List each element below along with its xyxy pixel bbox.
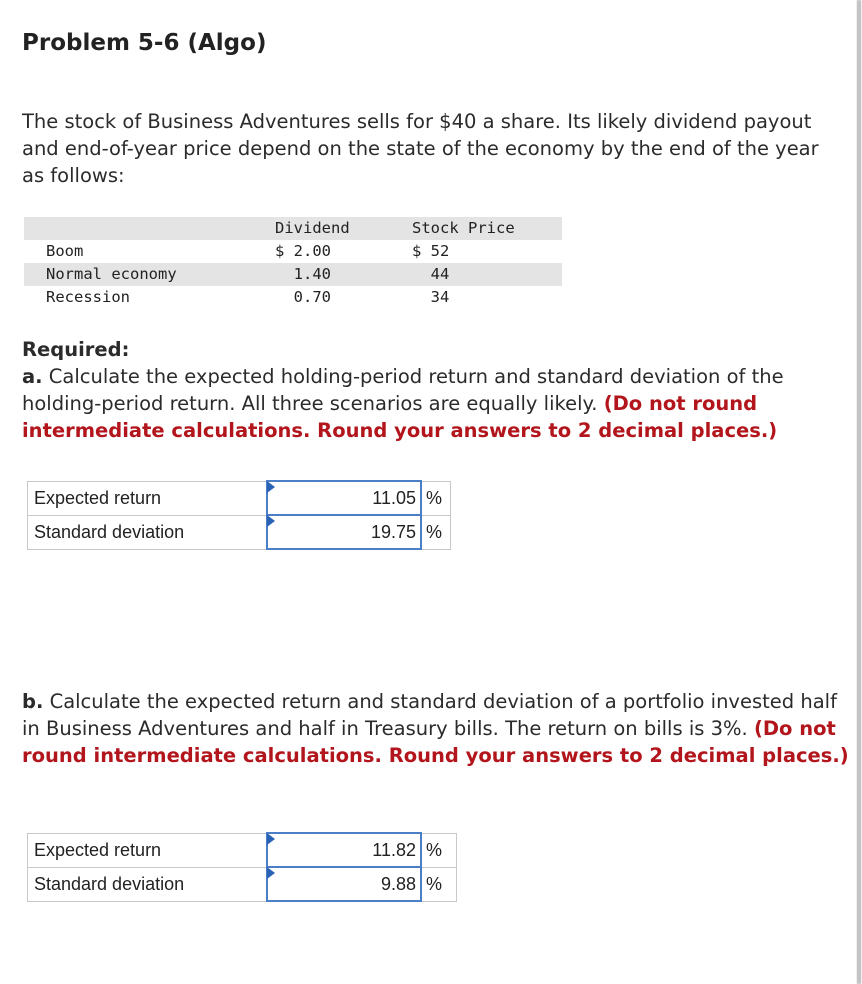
part-a-prefix: a. [22, 365, 43, 388]
percent-unit: % [421, 515, 451, 549]
input-flag-icon [267, 481, 275, 493]
table-row [24, 263, 562, 286]
standard-deviation-value: 19.75 [370, 521, 416, 542]
scrollbar[interactable] [856, 0, 862, 984]
expected-return-value: 11.05 [372, 487, 416, 508]
header-dividend: Dividend [275, 219, 350, 237]
input-flag-icon [267, 833, 275, 845]
table-row [28, 833, 457, 867]
standard-deviation-value: 9.88 [380, 873, 416, 894]
row-price: $ 52 [412, 242, 450, 260]
table-row [24, 286, 562, 309]
scenario-table [24, 217, 562, 309]
standard-deviation-input[interactable] [267, 867, 421, 901]
required-heading: Required: [22, 338, 130, 361]
table-row [28, 515, 451, 549]
part-b-section [22, 688, 852, 769]
part-b-answer-table [27, 832, 457, 902]
table-row [24, 240, 562, 263]
part-b-text: Calculate the expected return and standard deviation of a portfolio invested half in Business Adventures and half in Treasury bills. The return on bills is 3%. [22, 690, 837, 740]
part-a-instruction: (Do not round intermediate calculations. Round your answers to 2 decimal places.) [22, 392, 778, 442]
problem-intro: The stock of Business Adventures sells for $40 a share. Its likely dividend payout and end-of-year price depend on the state of the economy by the end of the year as follows: [22, 110, 819, 187]
standard-deviation-label: Standard deviation [28, 515, 268, 549]
part-a-answer-table [27, 480, 451, 550]
table-row [28, 867, 457, 901]
row-label: Recession [46, 288, 130, 306]
input-flag-icon [267, 515, 275, 527]
row-dividend: $ 2.00 [275, 242, 331, 260]
required-section [22, 336, 852, 444]
row-price: 44 [412, 265, 450, 283]
percent-unit: % [421, 867, 457, 901]
standard-deviation-label: Standard deviation [28, 867, 268, 901]
expected-return-input[interactable] [267, 833, 421, 867]
expected-return-label: Expected return [28, 481, 268, 515]
table-row [28, 481, 451, 515]
input-flag-icon [267, 867, 275, 879]
scrollbar-thumb[interactable] [857, 0, 861, 984]
row-label: Boom [46, 242, 84, 260]
standard-deviation-input[interactable] [267, 515, 421, 549]
expected-return-input[interactable] [267, 481, 421, 515]
percent-unit: % [421, 481, 451, 515]
part-b-prefix: b. [22, 690, 44, 713]
expected-return-value: 11.82 [372, 839, 416, 860]
expected-return-label: Expected return [28, 833, 268, 867]
scenario-table-header [24, 217, 562, 240]
percent-unit: % [421, 833, 457, 867]
row-label: Normal economy [46, 265, 177, 283]
part-b-instruction: (Do not round intermediate calculations. Round your answers to 2 decimal places.) [22, 717, 849, 767]
row-price: 34 [412, 288, 450, 306]
part-a-text: Calculate the expected holding-period return and standard deviation of the holding-period return. All three scenarios are equally likely. [22, 365, 784, 415]
problem-title: Problem 5-6 (Algo) [22, 30, 267, 56]
row-dividend: 1.40 [275, 265, 331, 283]
row-dividend: 0.70 [275, 288, 331, 306]
header-stock-price: Stock Price [412, 219, 515, 237]
